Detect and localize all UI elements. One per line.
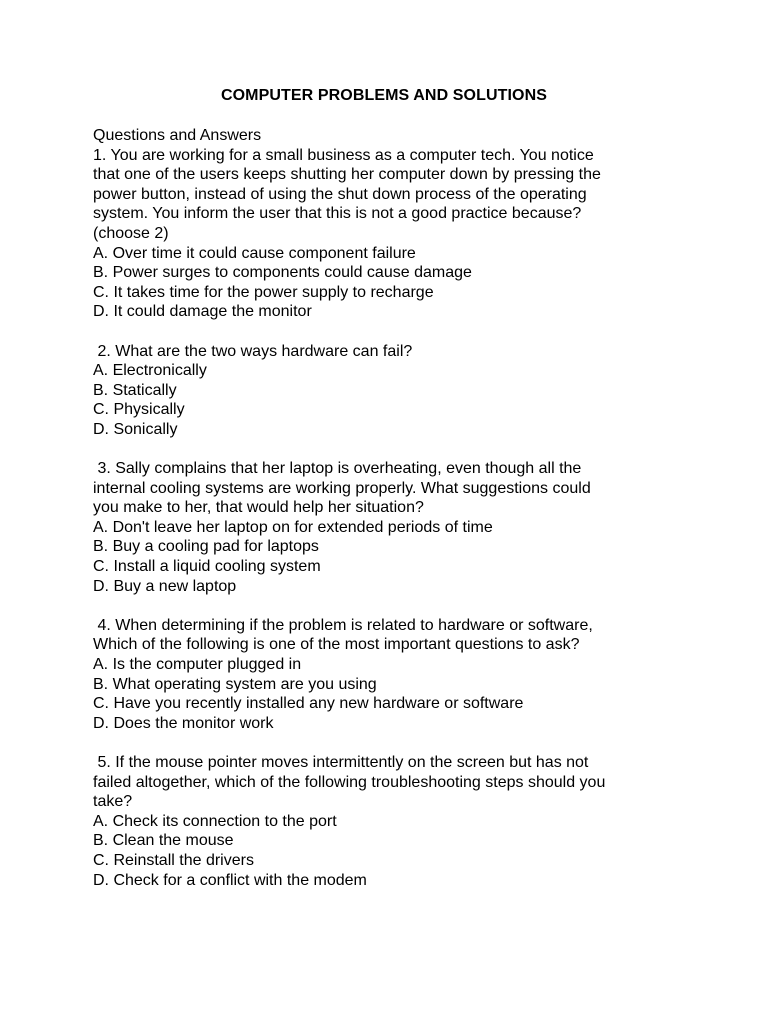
question-1-stem-line: 1. You are working for a small business as a computer tech. You notice bbox=[93, 146, 594, 164]
question-5-stem-line: failed altogether, which of the following troubleshooting steps should you bbox=[93, 773, 606, 791]
question-2-option-c: C. Physically bbox=[93, 401, 185, 419]
question-1-stem-line: power button, instead of using the shut down process of the operating bbox=[93, 185, 587, 203]
question-3-option-d: D. Buy a new laptop bbox=[93, 577, 237, 595]
question-1-option-d: D. It could damage the monitor bbox=[93, 303, 312, 321]
question-1-option-c: C. It takes time for the power supply to recharge bbox=[93, 283, 434, 301]
question-5-option-a: A. Check its connection to the port bbox=[93, 812, 337, 830]
question-1-stem-line: system. You inform the user that this is not a good practice because? bbox=[93, 205, 582, 223]
question-4-stem-line: Which of the following is one of the most important questions to ask? bbox=[93, 636, 580, 654]
question-3-option-a: A. Don't leave her laptop on for extended periods of time bbox=[93, 518, 493, 536]
question-5-stem-line: take? bbox=[93, 793, 133, 811]
question-4-stem-line: 4. When determining if the problem is related to hardware or software, bbox=[93, 616, 593, 634]
document-body bbox=[93, 126, 683, 890]
question-4-option-b: B. What operating system are you using bbox=[93, 675, 377, 693]
question-1-stem-line: (choose 2) bbox=[93, 224, 169, 242]
section-heading: Questions and Answers bbox=[93, 127, 262, 144]
question-3 bbox=[93, 459, 683, 596]
question-2-option-a: A. Electronically bbox=[93, 362, 207, 380]
question-3-option-b: B. Buy a cooling pad for laptops bbox=[93, 538, 319, 556]
question-1-option-a: A. Over time it could cause component failure bbox=[93, 244, 416, 262]
question-3-stem-line: you make to her, that would help her situation? bbox=[93, 499, 424, 517]
page-title: COMPUTER PROBLEMS AND SOLUTIONS bbox=[220, 87, 548, 104]
spacer bbox=[93, 440, 683, 460]
question-2-option-b: B. Statically bbox=[93, 381, 177, 399]
question-3-stem-line: internal cooling systems are working properly. What suggestions could bbox=[93, 479, 591, 497]
question-1-stem-line: that one of the users keeps shutting her computer down by pressing the bbox=[93, 166, 601, 184]
question-5-option-c: C. Reinstall the drivers bbox=[93, 851, 254, 869]
question-5-stem-line: 5. If the mouse pointer moves intermittently on the screen but has not bbox=[93, 754, 589, 771]
question-1-option-b: B. Power surges to components could cause damage bbox=[93, 264, 472, 282]
question-2-option-d: D. Sonically bbox=[93, 420, 178, 438]
question-3-option-c: C. Install a liquid cooling system bbox=[93, 558, 321, 576]
question-5-option-d: D. Check for a conflict with the modem bbox=[93, 871, 367, 889]
question-2 bbox=[93, 342, 683, 440]
question-4-option-a: A. Is the computer plugged in bbox=[93, 656, 302, 674]
question-4-option-c: C. Have you recently installed any new hardware or software bbox=[93, 695, 524, 713]
question-5 bbox=[93, 753, 683, 890]
question-4-option-d: D. Does the monitor work bbox=[93, 714, 274, 732]
question-4 bbox=[93, 616, 683, 734]
spacer bbox=[93, 596, 683, 616]
spacer bbox=[93, 322, 683, 342]
question-5-option-b: B. Clean the mouse bbox=[93, 832, 234, 850]
question-2-stem-line: 2. What are the two ways hardware can fail? bbox=[93, 342, 413, 360]
spacer bbox=[93, 733, 683, 753]
question-3-stem-line: 3. Sally complains that her laptop is overheating, even though all the bbox=[93, 460, 582, 478]
question-1 bbox=[93, 146, 683, 322]
